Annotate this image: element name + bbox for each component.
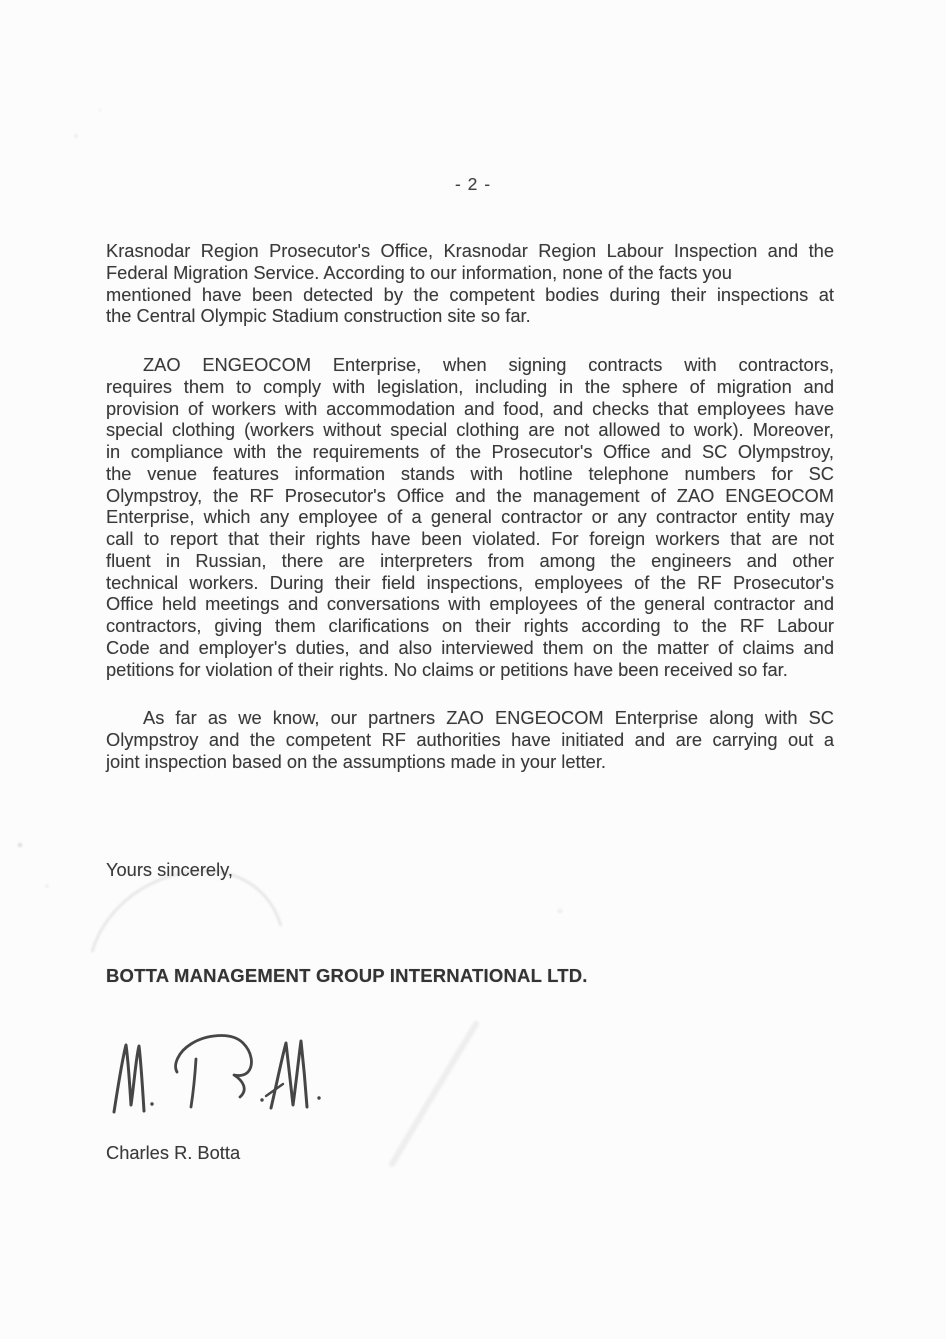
paragraph — [106, 707, 834, 772]
text-line: technical workers. During their field inspections, employees of the RF Prosecutor's — [106, 571, 834, 593]
signature-dot — [260, 1098, 263, 1101]
text-line: Office held meetings and conversations with employees of the general contractor and — [106, 593, 834, 615]
letter-body — [106, 240, 834, 773]
text-line: Federal Migration Service. According to our information, none of the facts you — [106, 261, 732, 283]
signature-initial-m1 — [114, 1045, 144, 1112]
text-line: the Central Olympic Stadium construction site so far. — [106, 305, 531, 327]
signature-initial-m2 — [271, 1041, 307, 1108]
page-number: - 2 - — [454, 174, 492, 194]
text-line: Code and employer's duties, and also interviewed them on the matter of claims and — [106, 636, 834, 658]
text-line: mentioned have been detected by the competent bodies during their inspections at — [106, 283, 834, 305]
text-line: fluent in Russian, there are interpreters from among the engineers and other — [106, 549, 834, 571]
text-line: in compliance with the requirements of the Prosecutor's Office and SC Olympstroy, — [106, 441, 834, 462]
paragraph — [106, 240, 834, 327]
text-line: As far as we know, our partners ZAO ENGEOCOM Enterprise along with SC — [143, 707, 834, 729]
signature-handwriting — [90, 1015, 340, 1130]
text-line: requires them to comply with legislation, including in the sphere of migration and — [106, 375, 834, 397]
signature-dot — [150, 1102, 153, 1105]
signature-dot — [317, 1096, 320, 1099]
text-line: call to report that their rights have been violated. For foreign workers that are not — [106, 528, 834, 549]
text-line: joint inspection based on the assumptions made in your letter. — [106, 750, 606, 772]
text-line: provision of workers with accommodation and food, and checks that employees have — [106, 397, 834, 419]
text-line: the venue features information stands with hotline telephone numbers for SC — [106, 462, 834, 484]
closing-salutation: Yours sincerely, — [106, 859, 234, 880]
signatory-name: Charles R. Botta — [106, 1142, 241, 1163]
signature-arch — [176, 1036, 252, 1097]
text-line: contractors, giving them clarifications on their rights according to the RF Labour — [106, 615, 834, 636]
text-line: Olympstroy, the RF Prosecutor's Office and the management of ZAO ENGEOCOM — [106, 484, 834, 506]
text-line: petitions for violation of their rights. No claims or petitions have been received so far. — [106, 658, 788, 680]
text-line: ZAO ENGEOCOM Enterprise, when signing contracts with contractors, — [143, 354, 834, 375]
signature-stem — [191, 1059, 196, 1107]
paragraph — [106, 354, 834, 680]
text-line: special clothing (workers without special clothing are not allowed to work). Moreover, — [106, 419, 834, 441]
text-line: Olympstroy and the competent RF authorities have initiated and are carrying out a — [106, 729, 834, 750]
text-line: Krasnodar Region Prosecutor's Office, Krasnodar Region Labour Inspection and the — [106, 240, 834, 261]
company-name: BOTTA MANAGEMENT GROUP INTERNATIONAL LTD. — [106, 965, 588, 986]
text-line: Enterprise, which any employee of a general contractor or any contractor entity may — [106, 506, 834, 528]
